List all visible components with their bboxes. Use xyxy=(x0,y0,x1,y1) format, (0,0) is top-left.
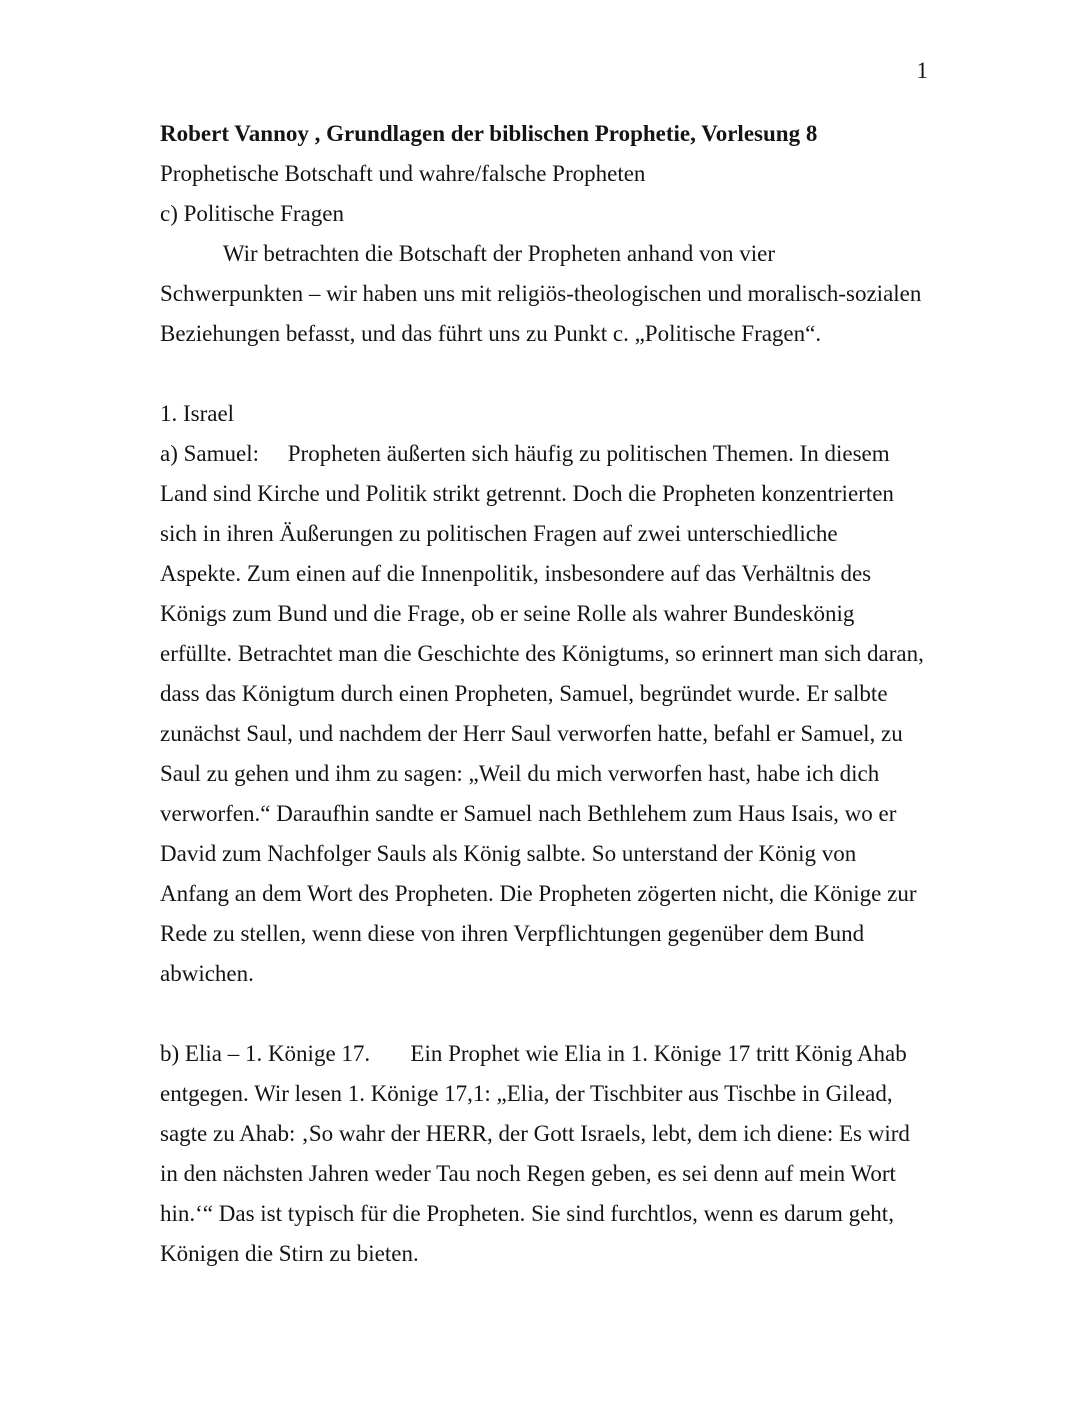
blank-line xyxy=(160,354,1048,394)
blank-line xyxy=(160,994,1048,1034)
samuel-paragraph-line: Land sind Kirche und Politik strikt getrennt. Doch die Propheten konzentrierten xyxy=(160,481,894,506)
elia-paragraph-line: entgegen. Wir lesen 1. Könige 17,1: „Elia, der Tischbiter aus Tischbe in Gilead, xyxy=(160,1081,893,1106)
samuel-paragraph-line: abwichen. xyxy=(160,961,254,986)
section-heading-c: c) Politische Fragen xyxy=(160,201,344,226)
elia-paragraph-line: hin.‘“ Das ist typisch für die Propheten. Sie sind furchtlos, wenn es darum geht, xyxy=(160,1201,894,1226)
samuel-paragraph-line: Saul zu gehen und ihm zu sagen: „Weil du mich verworfen hast, habe ich dich xyxy=(160,761,880,786)
page-number: 1 xyxy=(916,58,928,83)
samuel-paragraph-line: Königs zum Bund und die Frage, ob er seine Rolle als wahrer Bundeskönig xyxy=(160,601,855,626)
elia-paragraph-line: in den nächsten Jahren weder Tau noch Regen geben, es sei denn auf mein Wort xyxy=(160,1161,896,1186)
document-subtitle: Prophetische Botschaft und wahre/falsche Propheten xyxy=(160,161,646,186)
samuel-paragraph-line: sich in ihren Äußerungen zu politischen Fragen auf zwei unterschiedliche xyxy=(160,521,838,546)
samuel-paragraph-line: erfüllte. Betrachtet man die Geschichte des Königtums, so erinnert man sich daran, xyxy=(160,641,924,666)
elia-paragraph-line: sagte zu Ahab: ‚So wahr der HERR, der Gott Israels, lebt, dem ich diene: Es wird xyxy=(160,1121,910,1146)
elia-paragraph-line: b) Elia – 1. Könige 17. Ein Prophet wie Elia in 1. Könige 17 tritt König Ahab xyxy=(160,1041,907,1066)
samuel-paragraph-line: Anfang an dem Wort des Propheten. Die Propheten zögerten nicht, die Könige zur xyxy=(160,881,917,906)
samuel-paragraph-line: Rede zu stellen, wenn diese von ihren Verpflichtungen gegenüber dem Bund xyxy=(160,921,865,946)
elia-paragraph-line: Königen die Stirn zu bieten. xyxy=(160,1241,419,1266)
samuel-paragraph-line: Aspekte. Zum einen auf die Innenpolitik, insbesondere auf das Verhältnis des xyxy=(160,561,872,586)
samuel-paragraph-line: verworfen.“ Daraufhin sandte er Samuel nach Bethlehem zum Haus Isais, wo er xyxy=(160,801,897,826)
document-content xyxy=(160,114,1048,1274)
intro-paragraph-line: Schwerpunkten – wir haben uns mit religiös-theologischen und moralisch-sozialen xyxy=(160,281,922,306)
samuel-paragraph-line: David zum Nachfolger Sauls als König salbte. So unterstand der König von xyxy=(160,841,857,866)
samuel-paragraph-line: zunächst Saul, und nachdem der Herr Saul verworfen hatte, befahl er Samuel, zu xyxy=(160,721,903,746)
intro-paragraph-line: Wir betrachten die Botschaft der Propheten anhand von vier xyxy=(160,241,775,266)
samuel-paragraph-line: dass das Königtum durch einen Propheten, Samuel, begründet wurde. Er salbte xyxy=(160,681,888,706)
document-title: Robert Vannoy , Grundlagen der biblischen Prophetie, Vorlesung 8 xyxy=(160,121,818,146)
israel-heading: 1. Israel xyxy=(160,401,235,426)
samuel-paragraph-line: a) Samuel: Propheten äußerten sich häufig zu politischen Themen. In diesem xyxy=(160,441,890,466)
intro-paragraph-line: Beziehungen befasst, und das führt uns zu Punkt c. „Politische Fragen“. xyxy=(160,321,822,346)
